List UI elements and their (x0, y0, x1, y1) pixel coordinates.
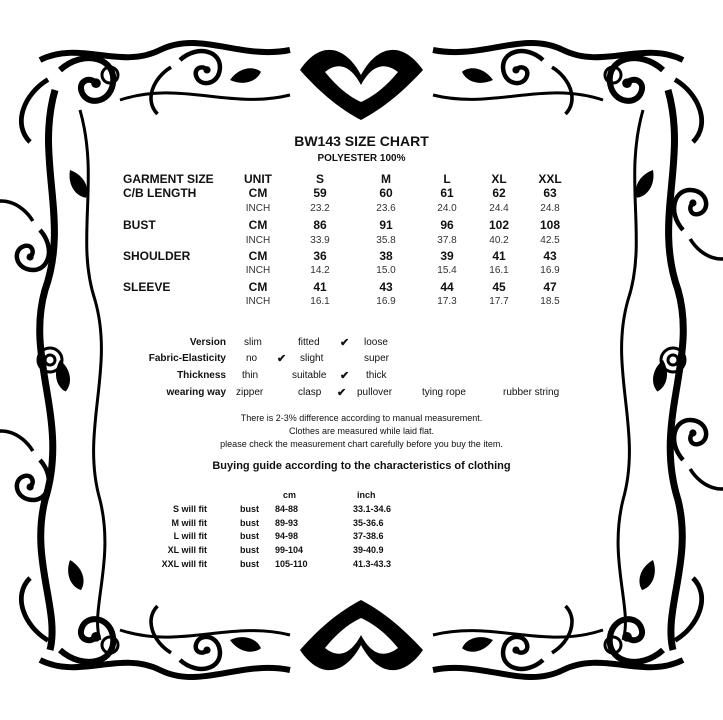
cell-inch: 42.5 (540, 235, 560, 246)
attr-option: loose (364, 337, 388, 348)
row-label-cb-length: C/B LENGTH (123, 186, 197, 200)
attr-option: fitted (298, 337, 320, 348)
cell-cm: 41 (313, 280, 327, 294)
attr-option: super (364, 353, 390, 364)
cell-cm: 44 (440, 280, 454, 294)
attr-option: tying rope (422, 387, 466, 398)
header-size-xl: XL (491, 172, 507, 186)
unit-cm: CM (248, 249, 268, 263)
check-mark-icon: ✔ (337, 387, 347, 399)
row-label-bust: BUST (123, 218, 156, 232)
attr-option: slight (300, 353, 324, 364)
cell-inch: 33.9 (310, 235, 330, 246)
material-subtitle: POLYESTER 100% (317, 153, 406, 164)
cell-inch: 35.8 (376, 235, 396, 246)
unit-cm: CM (248, 186, 268, 200)
guide-part: bust (240, 545, 259, 555)
note-line: There is 2-3% difference according to manual measurement. (240, 413, 483, 423)
header-size-xxl: XXL (538, 172, 562, 186)
chart-title: BW143 SIZE CHART (294, 133, 429, 149)
header-unit: UNIT (244, 172, 272, 186)
cell-inch: 16.1 (489, 265, 509, 276)
attr-option: slim (244, 337, 262, 348)
unit-cm: CM (248, 218, 268, 232)
cell-cm: 43 (379, 280, 393, 294)
guide-inch: 33.1-34.6 (353, 504, 392, 514)
cell-cm: 61 (440, 186, 454, 200)
unit-cm: CM (248, 280, 268, 294)
guide-size: XL will fit (167, 545, 207, 555)
guide-part: bust (240, 518, 259, 528)
attr-label-thickness: Thickness (177, 370, 226, 381)
cell-cm: 86 (313, 218, 327, 232)
guide-size: M will fit (171, 518, 207, 528)
guide-part: bust (240, 531, 259, 541)
guide-size: XXL will fit (161, 559, 207, 569)
cell-inch: 16.9 (540, 265, 560, 276)
cell-inch: 17.7 (489, 296, 509, 307)
guide-cm: 89-93 (275, 518, 299, 528)
cell-inch: 23.6 (376, 203, 396, 214)
note-line: Clothes are measured while laid flat. (288, 426, 435, 436)
guide-header-inch: inch (357, 490, 376, 500)
check-mark-icon: ✔ (277, 353, 287, 365)
attr-option: pullover (357, 387, 393, 398)
guide-size: S will fit (172, 504, 207, 514)
guide-inch: 39-40.9 (353, 545, 384, 555)
check-mark-icon: ✔ (340, 370, 350, 382)
header-size-l: L (443, 172, 451, 186)
cell-cm: 91 (379, 218, 393, 232)
attr-option: suitable (292, 370, 327, 381)
cell-cm: 36 (313, 249, 327, 263)
attr-option: thin (242, 370, 259, 381)
cell-cm: 102 (488, 218, 510, 232)
cell-inch: 24.0 (437, 203, 457, 214)
note-line: please check the measurement chart carefully before you buy the item. (220, 439, 503, 449)
header-size-s: S (315, 172, 324, 186)
guide-cm: 84-88 (275, 504, 299, 514)
guide-inch: 41.3-43.3 (353, 559, 392, 569)
cell-inch: 17.3 (437, 296, 457, 307)
unit-inch: INCH (245, 265, 271, 276)
cell-inch: 18.5 (540, 296, 560, 307)
cell-cm: 96 (440, 218, 454, 232)
guide-part: bust (240, 504, 259, 514)
guide-cm: 105-110 (275, 559, 308, 569)
cell-cm: 45 (492, 280, 506, 294)
cell-inch: 23.2 (310, 203, 330, 214)
guide-cm: 94-98 (275, 531, 299, 541)
cell-cm: 62 (492, 186, 506, 200)
cell-inch: 16.1 (310, 296, 330, 307)
cell-inch: 24.4 (489, 203, 509, 214)
guide-size: L will fit (173, 531, 207, 541)
header-size-m: M (381, 172, 391, 186)
cell-cm: 47 (543, 280, 557, 294)
guide-inch: 35-36.6 (353, 518, 384, 528)
guide-cm: 99-104 (275, 545, 304, 555)
attr-option: clasp (298, 387, 322, 398)
cell-cm: 59 (313, 186, 327, 200)
cell-cm: 38 (379, 249, 393, 263)
cell-inch: 15.0 (376, 265, 396, 276)
cell-inch: 15.4 (437, 265, 457, 276)
guide-header-cm: cm (283, 490, 297, 500)
attr-label-wearing-way: wearing way (166, 387, 226, 398)
cell-inch: 40.2 (489, 235, 509, 246)
attr-option: no (246, 353, 258, 364)
guide-part: bust (240, 559, 259, 569)
attr-label-version: Version (189, 337, 226, 348)
cell-inch: 37.8 (437, 235, 457, 246)
cell-inch: 24.8 (540, 203, 560, 214)
attr-option: zipper (236, 387, 264, 398)
unit-inch: INCH (245, 296, 271, 307)
header-garment-size: GARMENT SIZE (123, 172, 214, 186)
guide-inch: 37-38.6 (353, 531, 384, 541)
unit-inch: INCH (245, 203, 271, 214)
cell-inch: 16.9 (376, 296, 396, 307)
row-label-shoulder: SHOULDER (123, 249, 191, 263)
cell-inch: 14.2 (310, 265, 330, 276)
attr-label-fabric-elasticity: Fabric-Elasticity (148, 353, 226, 364)
cell-cm: 108 (539, 218, 561, 232)
cell-cm: 63 (543, 186, 557, 200)
attr-option: thick (366, 370, 387, 381)
buying-guide-title: Buying guide according to the characteristics of clothing (212, 460, 511, 472)
unit-inch: INCH (245, 235, 271, 246)
attr-option: rubber string (503, 387, 560, 398)
cell-cm: 39 (440, 249, 454, 263)
cell-cm: 43 (543, 249, 557, 263)
cell-cm: 41 (492, 249, 506, 263)
row-label-sleeve: SLEEVE (123, 280, 171, 294)
check-mark-icon: ✔ (340, 337, 350, 349)
cell-cm: 60 (379, 186, 393, 200)
